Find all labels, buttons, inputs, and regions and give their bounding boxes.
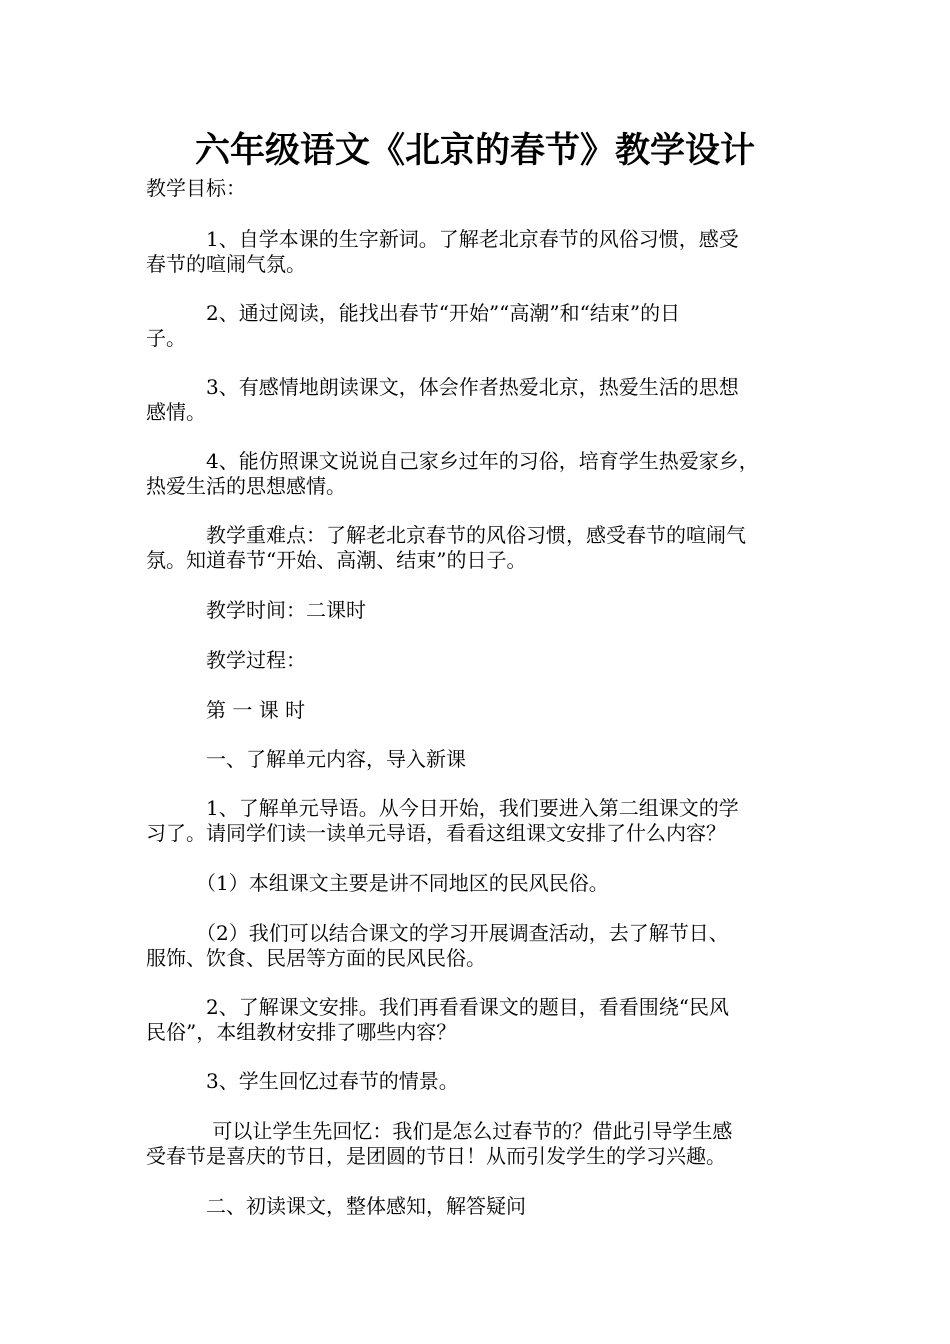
text-line: 2、通过阅读，能找出春节“开始”“高潮”和“结束”的日	[146, 301, 681, 325]
text-line: 民俗”，本组教材安排了哪些内容？	[146, 1020, 457, 1044]
text-line: 热爱生活的思想感情。	[146, 474, 346, 498]
text-line: 子。	[146, 326, 186, 350]
text-line: 可以让学生先回忆：我们是怎么过春节的？借此引导学生感	[146, 1119, 733, 1143]
text-line: 受春节是喜庆的节日，是团圆的节日！从而引发学生的学习兴趣。	[146, 1144, 726, 1168]
text-line: 一、了解单元内容，导入新课	[146, 747, 466, 771]
text-line: 1、自学本课的生字新词。了解老北京春节的风俗习惯，感受	[146, 227, 739, 251]
text-line: 教学目标：	[146, 176, 246, 200]
text-line: 二、初读课文，整体感知，解答疑问	[146, 1194, 526, 1218]
text-line: 习了。请同学们读一读单元导语，看看这组课文安排了什么内容？	[146, 821, 726, 845]
text-line: （2）我们可以结合课文的学习开展调查活动，去了解节日、	[146, 921, 729, 945]
text-line: 教学重难点：了解老北京春节的风俗习惯，感受春节的喧闹气	[146, 523, 746, 547]
text-line: 4、能仿照课文说说自己家乡过年的习俗，培育学生热爱家乡，	[146, 449, 759, 473]
text-line: 第 一 课 时	[146, 698, 306, 722]
text-line: 3、有感情地朗读课文，体会作者热爱北京，热爱生活的思想	[146, 375, 739, 399]
text-line: 2、了解课文安排。我们再看看课文的题目，看看围绕“民风	[146, 995, 729, 1019]
text-line: 服饰、饮食、民居等方面的民风民俗。	[146, 946, 486, 970]
text-line: 3、学生回忆过春节的情景。	[146, 1069, 459, 1093]
text-line: 教学过程：	[146, 648, 306, 672]
text-line: 氛。知道春节“开始、高潮、结束”的日子。	[146, 548, 527, 572]
text-line: 感情。	[146, 400, 206, 424]
text-line: 春节的喧闹气氛。	[146, 252, 306, 276]
text-line: （1）本组课文主要是讲不同地区的民风民俗。	[146, 871, 609, 895]
text-line: 教学时间：二课时	[146, 598, 366, 622]
document-title: 六年级语文《北京的春节》教学设计	[194, 131, 755, 171]
text-line: 1、了解单元导语。从今日开始，我们要进入第二组课文的学	[146, 796, 739, 820]
